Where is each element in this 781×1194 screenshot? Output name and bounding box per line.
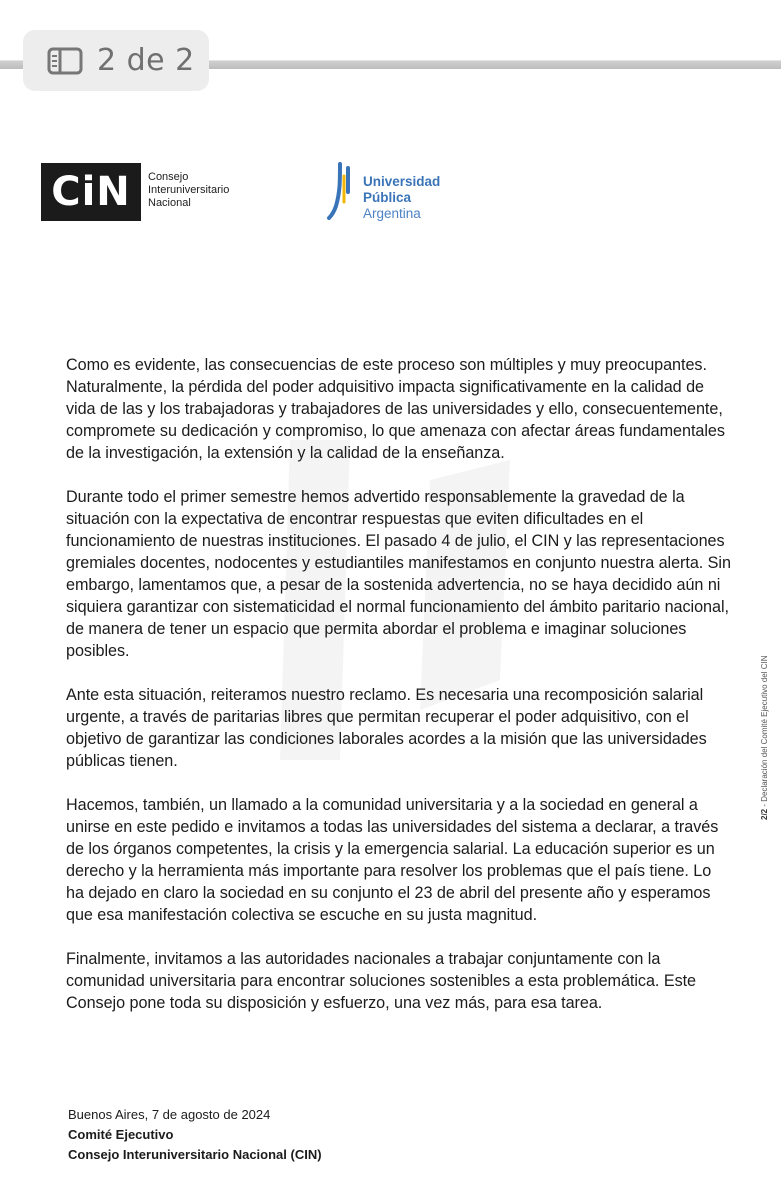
- body-paragraph: Hacemos, también, un llamado a la comunidad universitaria y a la sociedad en general a unirse en este pedido e invitamos a todas las universidades del sistema a declarar, a través de los órganos competentes, la crisis y la emergencia salarial. La educación superior es un derecho y la herramienta más importante para resolver los problemas que el país tiene. Lo ha dejado en claro la sociedad en su conjunto el 23 de abril del presente año y esperamos que esa manifestación colectiva se escuche en su justa magnitud.: [66, 796, 719, 924]
- page-indicator-label: 2 de 2: [97, 43, 195, 78]
- upa-name: [363, 174, 440, 222]
- upa-logo-mark: [326, 162, 356, 225]
- signature-block: [68, 1105, 322, 1165]
- page-indicator-button[interactable]: [23, 30, 209, 91]
- cin-logo-text: CiN: [51, 169, 131, 215]
- cin-name-line: Consejo: [148, 171, 189, 183]
- signature-committee: Comité Ejecutivo: [68, 1127, 174, 1142]
- upa-name-line: Pública: [363, 190, 412, 205]
- body-paragraph: Ante esta situación, reiteramos nuestro reclamo. Es necesaria una recomposición salarial urgente, a través de paritarias libres que permitan recuperar el poder adquisitivo, con el objetivo de garantizar las condiciones laborales acordes a la misión que las universidades públicas tienen.: [66, 686, 707, 770]
- signature-council: Consejo Interuniversitario Nacional (CIN): [68, 1147, 322, 1162]
- place-date: Buenos Aires, 7 de agosto de 2024: [68, 1107, 271, 1122]
- cin-name-line: Nacional: [148, 197, 191, 209]
- body-paragraph: Durante todo el primer semestre hemos advertido responsablemente la gravedad de la situación con la expectativa de encontrar respuestas que eviten dificultades en el funcionamiento de nuestras instituciones. El pasado 4 de julio, el CIN y las representaciones gremiales docentes, nodocentes y estudiantiles manifestamos en conjunto nuestra alerta. Sin embargo, lamentamos que, a pesar de la sostenida advertencia, no se haya decidido aún ni siquiera garantizar con sistematicidad el normal funcionamiento del ámbito paritario nacional, de manera de tener un espacio que permita abordar el problema e imaginar soluciones posibles.: [66, 488, 731, 660]
- body-paragraph: Finalmente, invitamos a las autoridades nacionales a trabajar conjuntamente con la comunidad universitaria para encontrar soluciones sostenibles a esta problemática. Este Consejo pone toda su disposición y esfuerzo, una vez más, para esa tarea.: [66, 950, 697, 1012]
- book-pages-icon: [47, 47, 83, 75]
- side-note-text: - Declaración del Comité Ejecutivo del CIN: [760, 655, 769, 809]
- body-paragraph: Como es evidente, las consecuencias de este proceso son múltiples y muy preocupantes. Naturalmente, la pérdida del poder adquisitivo impacta significativamente en la calidad de vida de las y los trabajadoras y trabajadores de las universidades y ello, consecuentemente, compromete su dedicación y compromiso, lo que amenaza con afectar áreas fundamentales de la investigación, la extensión y la calidad de la enseñanza.: [66, 356, 725, 462]
- upa-name-line: Argentina: [363, 206, 421, 221]
- cin-name: [148, 171, 229, 210]
- statement-body: [66, 354, 731, 1036]
- upa-name-line: Universidad: [363, 174, 441, 189]
- side-page-note: [760, 655, 769, 820]
- side-note-page: 2/2: [760, 808, 769, 820]
- cin-name-line: Interuniversitario: [148, 184, 230, 196]
- cin-logo: [41, 163, 141, 221]
